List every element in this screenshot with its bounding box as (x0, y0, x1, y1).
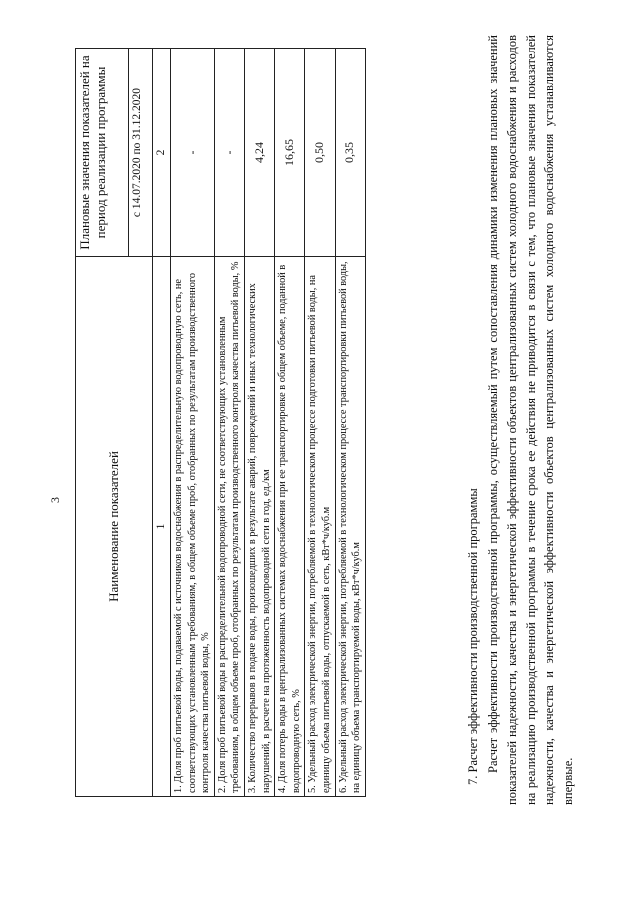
row-label: 4. Доля потерь воды в централизованных системах водоснабжения при ее транспортировке в общем объеме, поданной в водопроводную сеть, % (275, 257, 305, 797)
table-row (335, 49, 365, 797)
row-value: 4,24 (245, 49, 275, 257)
section-title: 7. Расчет эффективности производственной программы (466, 488, 480, 785)
row-label: 6. Удельный расход электрической энергии, потребляемой в технологическом процессе транспортировки питьевой воды, на единицу объема транспортируемой воды, кВт*ч/куб.м (335, 257, 365, 797)
header-name-cell: Наименование показателей (76, 257, 153, 797)
row-label: 5. Удельный расход электрической энергии, потребляемой в технологическом процессе подготовки питьевой воды, на единицу объема питьевой воды, отпускаемой в сеть, кВт*ч/куб.м (305, 257, 335, 797)
table-row (245, 49, 275, 797)
table-row (305, 49, 335, 797)
table-header-row (76, 49, 129, 797)
header-period-cell: с 14.07.2020 по 31.12.2020 (129, 49, 153, 257)
row-value: - (171, 49, 215, 257)
indicators-table (75, 48, 366, 797)
table-number-row (153, 49, 171, 797)
row-value: 0,50 (305, 49, 335, 257)
row-label: 1. Доля проб питьевой воды, подаваемой с источников водоснабжения в распределительную водопроводную сеть, не соответствующих установленным требованиям, в общем объеме проб, отобранных по результатам производственного контроля качества питьевой воды, % (171, 257, 215, 797)
row-label: 2. Доля проб питьевой воды в распределительной водопроводной сети, не соответствующих установленным требованиям, в общем объеме проб, отобранных по результатам производственного контроля качества питьевой воды, % (214, 257, 244, 797)
row-label: 3. Количество перерывов в подаче воды, произошедших в результате аварий, повреждений и иных технологических нарушений, в расчете на протяженность водопроводной сети в год, ед./км (245, 257, 275, 797)
column-number-2: 2 (153, 49, 171, 257)
row-value: - (214, 49, 244, 257)
header-plan-cell: Плановые значения показателей на период реализации программы (76, 49, 129, 257)
row-value: 0,35 (335, 49, 365, 257)
section-paragraph: Расчет эффективности производственной программы, осуществляемый путем сопоставления динамики изменения плановых значений показателей надежности, качества и энергетической эффективности объектов централизованных систем холодного водоснабжения и расходов на реализацию производственной программы в течение срока ее действия не приводится в связи с тем, что плановые значения показателей надежности, качества и энергетической эффективности объектов централизованных систем холодного водоснабжения устанавливаются впервые. (486, 35, 575, 805)
table-row (275, 49, 305, 797)
table-row (214, 49, 244, 797)
page-number: 3 (48, 497, 62, 503)
row-value: 16,65 (275, 49, 305, 257)
table-row (171, 49, 215, 797)
column-number-1: 1 (153, 257, 171, 797)
